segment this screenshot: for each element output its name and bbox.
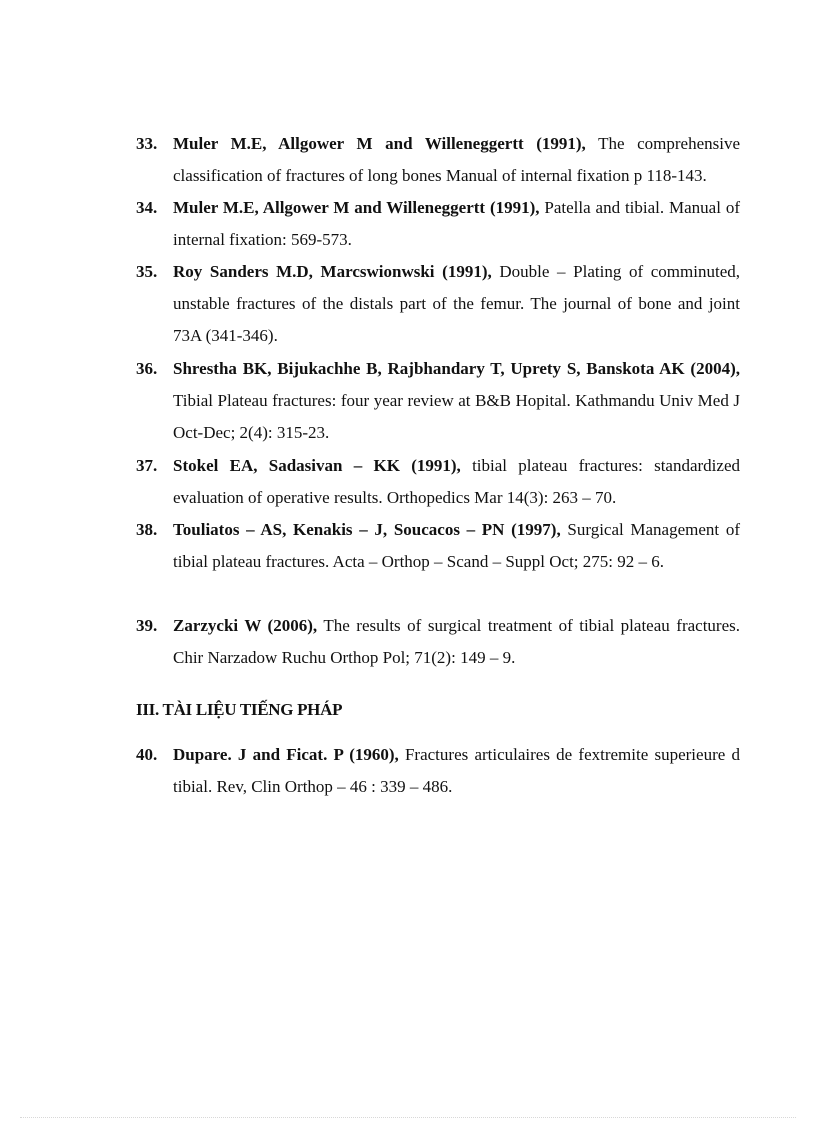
reference-text <box>173 739 740 803</box>
reference-details: The comprehensive classification of fractures of long bones Manual of internal fixation p 118-143. <box>173 134 740 185</box>
reference-text <box>173 353 740 449</box>
reference-details: Double – Plating of comminuted, unstable fractures of the distals part of the femur. The journal of bone and joint 73A (341-346). <box>173 262 740 345</box>
reference-details: Patella and tibial. Manual of internal fixation: 569-573. <box>173 198 740 249</box>
reference-36 <box>136 353 740 449</box>
reference-text <box>173 256 740 352</box>
reference-authors: Muler M.E, Allgower M and Willeneggertt (1991), <box>173 134 586 153</box>
reference-authors: Muler M.E, Allgower M and Willeneggertt (1991), <box>173 198 540 217</box>
reference-40 <box>136 739 740 803</box>
reference-authors: Dupare. J and Ficat. P (1960), <box>173 745 399 764</box>
reference-number: 38. <box>136 520 158 539</box>
reference-number: 39. <box>136 616 158 635</box>
reference-number: 37. <box>136 456 158 475</box>
reference-authors: Roy Sanders M.D, Marcswionwski (1991), <box>173 262 492 281</box>
reference-38 <box>136 514 740 578</box>
reference-39 <box>136 610 740 674</box>
section-heading: III. TÀI LIỆU TIẾNG PHÁP <box>136 700 343 719</box>
reference-number: 33. <box>136 134 158 153</box>
reference-details: Fractures articulaires de fextremite superieure d tibial. Rev, Clin Orthop – 46 : 339 – 486. <box>173 745 740 796</box>
reference-35 <box>136 256 740 352</box>
reference-text <box>173 192 740 256</box>
reference-authors: Shrestha BK, Bijukachhe B, Rajbhandary T, Uprety S, Banskota AK (2004), <box>173 359 740 378</box>
reference-authors: Stokel EA, Sadasivan – KK (1991), <box>173 456 461 475</box>
reference-details: tibial plateau fractures: standardized evaluation of operative results. Orthopedics Mar 14(3): 263 – 70. <box>173 456 740 507</box>
reference-authors: Touliatos – AS, Kenakis – J, Soucacos – PN (1997), <box>173 520 561 539</box>
reference-text <box>173 610 740 674</box>
reference-details: Tibial Plateau fractures: four year review at B&B Hopital. Kathmandu Univ Med J Oct-Dec; 2(4): 315-23. <box>173 391 740 442</box>
page-bottom-divider <box>20 1117 796 1118</box>
reference-37 <box>136 450 740 514</box>
reference-33 <box>136 128 740 192</box>
reference-number: 36. <box>136 359 158 378</box>
reference-details: Surgical Management of tibial plateau fractures. Acta – Orthop – Scand – Suppl Oct; 275: 92 – 6. <box>173 520 740 571</box>
reference-text <box>173 450 740 514</box>
reference-34 <box>136 192 740 256</box>
reference-number: 40. <box>136 745 158 764</box>
reference-authors: Zarzycki W (2006), <box>173 616 318 635</box>
reference-text <box>173 128 740 192</box>
reference-text <box>173 514 740 578</box>
reference-number: 34. <box>136 198 158 217</box>
reference-details: The results of surgical treatment of tibial plateau fractures. Chir Narzadow Ruchu Orthop Pol; 71(2): 149 – 9. <box>173 616 740 667</box>
reference-number: 35. <box>136 262 158 281</box>
